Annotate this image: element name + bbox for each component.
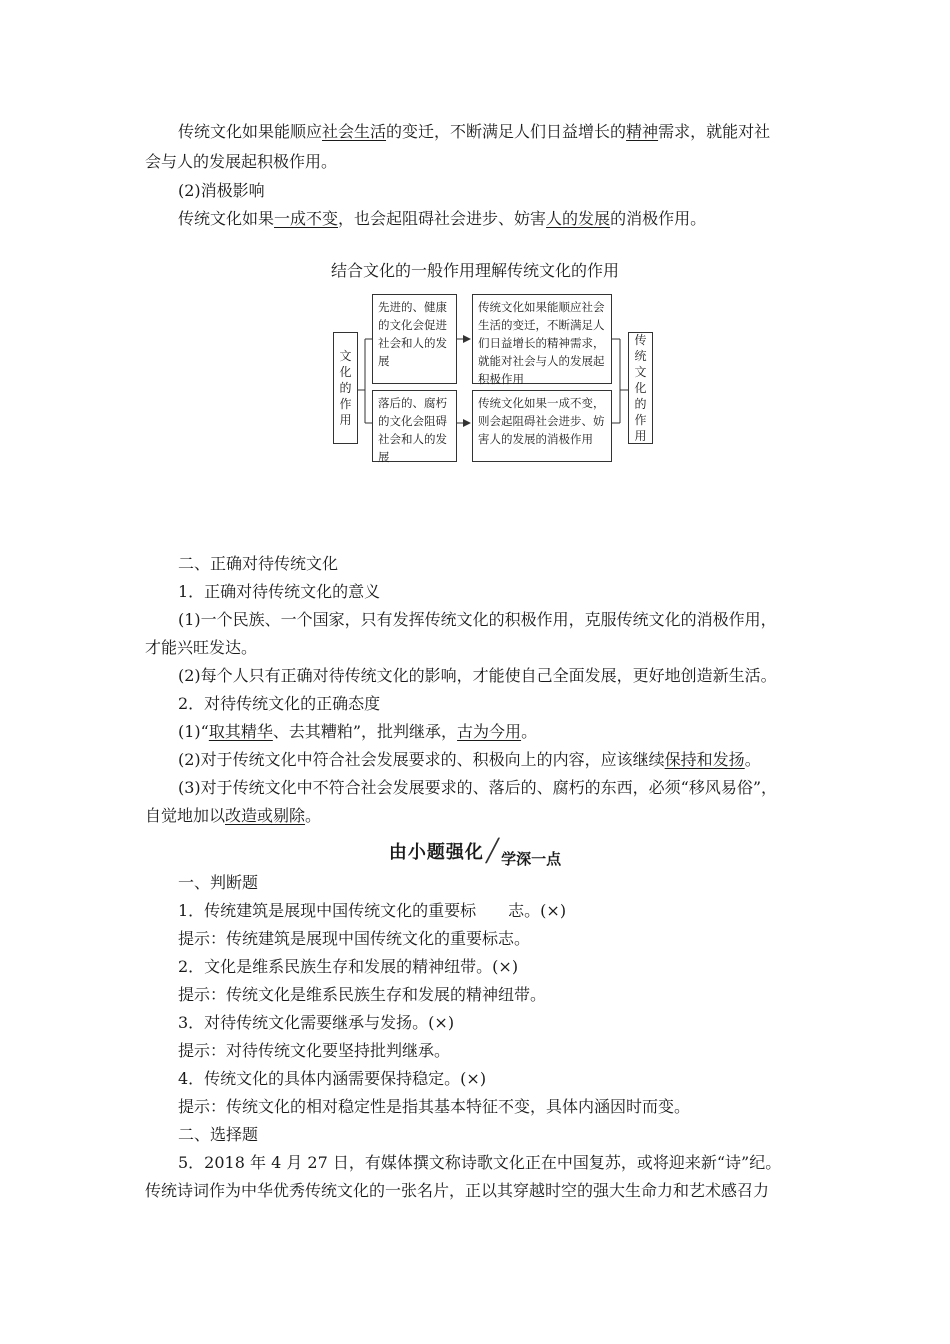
text: 。 (744, 750, 761, 769)
subsection-title: 1．正确对待传统文化的意义 (178, 582, 381, 601)
underlined-term: 社会生活 (322, 122, 387, 141)
text: (2)对于传统文化中符合社会发展要求的、积极向上的内容，应该继续 (178, 750, 665, 769)
box-traditional-culture-role: 传统文化的作用 (628, 332, 653, 444)
text: 需求，就能对社 (658, 122, 771, 141)
attitude-1 (178, 721, 537, 743)
box-positive-effect: 传统文化如果能顺应社会生活的变迁，不断满足人们日益增长的精神需求，就能对社会与人的发展起积极作用 (472, 294, 612, 384)
text: 、去其糟粕”，批判继承， (272, 722, 458, 741)
text: ，也会起阻碍社会进步、妨害 (338, 209, 547, 228)
underlined-term: 改造或剔除 (225, 806, 306, 825)
box-positive-cause: 先进的、健康的文化会促进社会和人的发展 (372, 294, 457, 384)
text: 的变迁，不断满足人们日益增长的 (386, 122, 627, 141)
banner-main: 由小题强化 (388, 842, 484, 863)
subsection-title: 2．对待传统文化的正确态度 (178, 694, 381, 713)
underlined-term: 古为今用 (457, 722, 522, 741)
text: 传统文化如果 (178, 209, 275, 228)
box-negative-cause: 落后的、腐朽的文化会阻碍社会和人的发展 (372, 390, 457, 462)
text: 。 (521, 722, 538, 741)
quiz-heading: 二、选择题 (178, 1125, 259, 1144)
underlined-term: 保持和发扬 (664, 750, 745, 769)
underlined-term: 人的发展 (546, 209, 611, 228)
question: 3．对待传统文化需要继承与发扬。(×) (178, 1013, 455, 1032)
section-banner (0, 838, 950, 869)
question: 1．传统建筑是展现中国传统文化的重要标 志。(×) (178, 901, 567, 920)
hint: 提示：对待传统文化要坚持批判继承。 (178, 1041, 451, 1060)
heading-negative: (2)消极影响 (178, 181, 265, 200)
hint: 提示：传统文化的相对稳定性是指其基本特征不变，具体内涵因时而变。 (178, 1097, 691, 1116)
banner-slash: ╱ (485, 839, 500, 864)
text: 。 (305, 806, 322, 825)
underlined-term: 一成不变 (274, 209, 339, 228)
paragraph: 才能兴旺发达。 (145, 638, 258, 657)
question: 4．传统文化的具体内涵需要保持稳定。(×) (178, 1069, 487, 1088)
paragraph-negative (178, 208, 706, 230)
underlined-term: 精神 (626, 122, 659, 141)
banner-sub: 学深一点 (501, 850, 562, 868)
box-negative-effect: 传统文化如果一成不变，则会起阻碍社会进步、妨害人的发展的消极作用 (472, 390, 612, 462)
underlined-term: 取其精华 (208, 722, 273, 741)
attitude-2 (178, 749, 761, 771)
box-culture-role: 文化的作用 (333, 332, 358, 444)
paragraph-positive (178, 121, 770, 143)
hint: 提示：传统文化是维系民族生存和发展的精神纽带。 (178, 985, 547, 1004)
attitude-3-cont (145, 805, 321, 827)
paragraph: (2)每个人只有正确对待传统文化的影响，才能使自己全面发展，更好地创造新生活。 (178, 666, 777, 685)
question: 2．文化是维系民族生存和发展的精神纽带。(×) (178, 957, 519, 976)
text: 传统文化如果能顺应 (178, 122, 323, 141)
hint: 提示：传统建筑是展现中国传统文化的重要标志。 (178, 929, 531, 948)
section-title: 二、正确对待传统文化 (178, 554, 339, 573)
attitude-3: (3)对于传统文化中不符合社会发展要求的、落后的、腐朽的东西，必须“移风易俗”， (178, 778, 778, 797)
diagram-title: 结合文化的一般作用理解传统文化的作用 (330, 261, 619, 280)
text: 的消极作用。 (610, 209, 707, 228)
question: 5．2018 年 4 月 27 日，有媒体撰文称诗歌文化正在中国复苏，或将迎来新“诗”纪。 (178, 1153, 782, 1172)
text: (1)“ (178, 722, 209, 741)
quiz-heading: 一、判断题 (178, 873, 259, 892)
paragraph: (1)一个民族、一个国家，只有发挥传统文化的积极作用，克服传统文化的消极作用， (178, 610, 777, 629)
paragraph-positive-cont: 会与人的发展起积极作用。 (145, 152, 338, 171)
text: 自觉地加以 (145, 806, 226, 825)
question-cont: 传统诗词作为中华优秀传统文化的一张名片，正以其穿越时空的强大生命力和艺术感召力 (145, 1181, 770, 1200)
